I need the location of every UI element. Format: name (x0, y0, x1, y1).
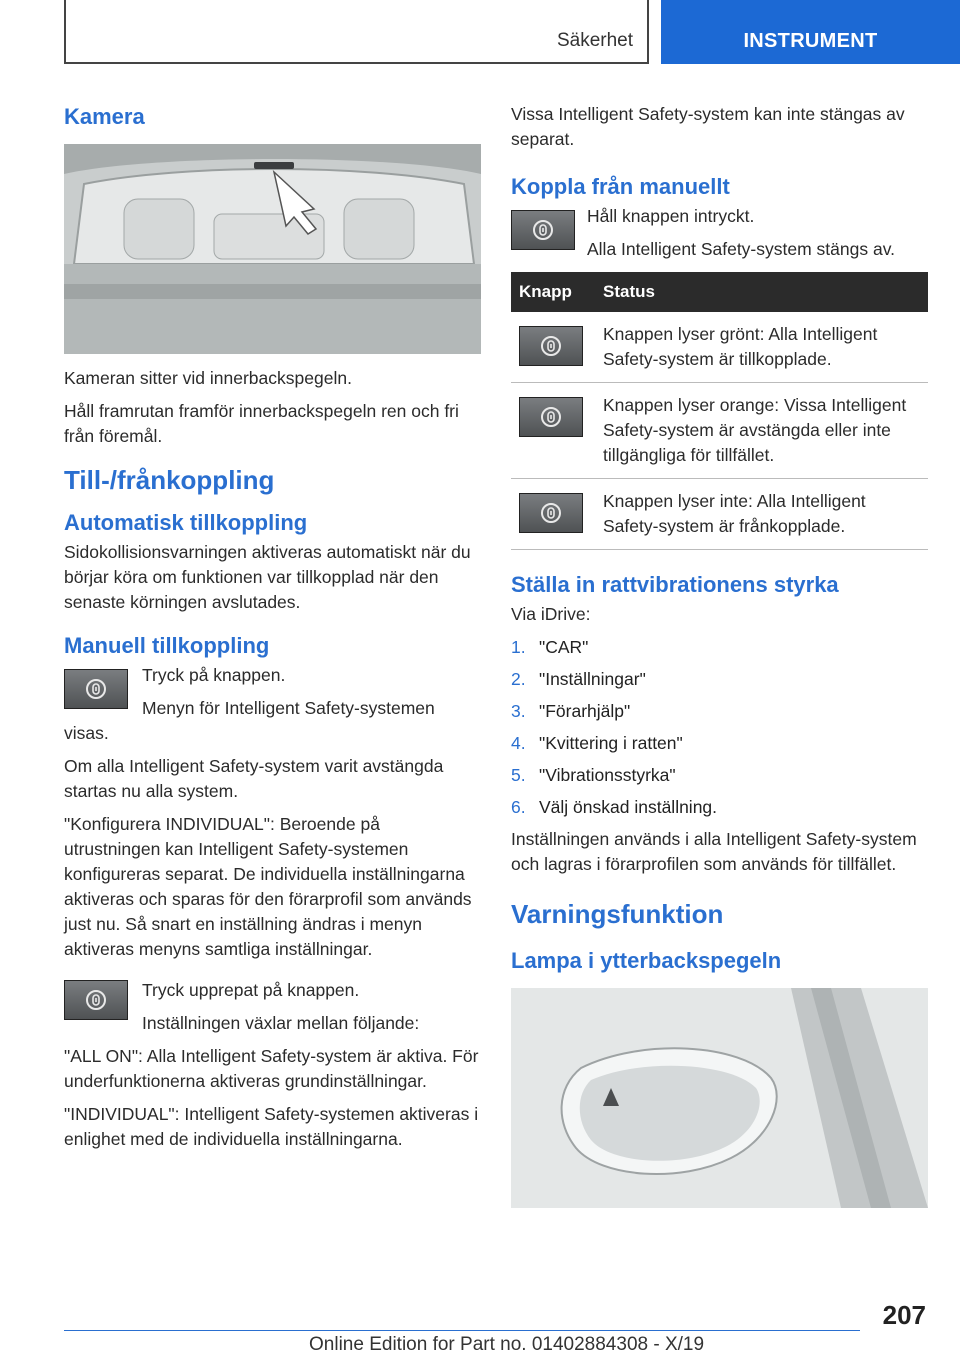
right-column (511, 100, 928, 1208)
table-cell-status: Knappen lyser grönt: Alla Intelligent Safety-system är tillkopplade. (595, 312, 928, 383)
safety-button-icon (519, 397, 583, 437)
intro-text: Vissa Intelligent Safety-system kan inte stängas av separat. (511, 104, 905, 149)
table-row (511, 383, 928, 479)
table-cell-status: Knappen lyser orange: Vissa Intelligent Safety-system är avstängda eller inte tillgängliga för tillfället. (595, 383, 928, 479)
camera-text-2: Håll framrutan framför innerbackspegeln ren och fri från föremål. (64, 401, 459, 446)
list-item: 3. "Förarhjälp" (511, 701, 631, 721)
edition-text: Online Edition for Part no. 01402884308 - X/19 (309, 1334, 705, 1355)
safety-button-icon (64, 669, 128, 709)
list-item: 1. "CAR" (511, 637, 589, 657)
off-text-1: Håll knappen intryckt. (587, 206, 755, 226)
repeat-text-4: "INDIVIDUAL": Intelligent Safety-systemen aktiveras i enlighet med de individuella inställningarna. (64, 1104, 479, 1149)
camera-text-1: Kameran sitter vid innerbackspegeln. (64, 368, 352, 388)
safety-button-icon (64, 980, 128, 1020)
manual-text-1: Tryck på knappen. (142, 665, 286, 685)
auto-text: Sidokollisionsvarningen aktiveras automatiskt när du börjar köra om funktionen var tillkopplad när den senaste körningen avslutades. (64, 542, 471, 612)
onoff-heading: Till-/frånkoppling (64, 465, 275, 495)
table-header-button: Knapp (511, 272, 595, 312)
header-section-title: Säkerhet (556, 30, 633, 51)
table-row (511, 479, 928, 550)
left-column (64, 100, 481, 1160)
list-item: 6. Välj önskad inställning. (511, 797, 718, 817)
off-text-2: Alla Intelligent Safety-system stängs av. (587, 239, 896, 259)
button-status-table (511, 272, 928, 550)
table-cell-status: Knappen lyser inte: Alla Intelligent Safety-system är frånkopplade. (595, 479, 928, 550)
footer-divider (64, 1330, 860, 1331)
list-item: 4. "Kvittering i ratten" (511, 733, 683, 753)
warning-heading: Varningsfunktion (511, 899, 724, 929)
header-section-box (64, 0, 649, 64)
manual-text-2: Menyn för Intelligent Safety-systemen visas. (64, 698, 435, 743)
header-chapter-tab[interactable]: INSTRUMENT (661, 0, 960, 64)
page-number: 207 (882, 1300, 926, 1330)
list-item: 2. "Inställningar" (511, 669, 646, 689)
repeat-text-3: "ALL ON": Alla Intelligent Safety-system är aktiva. För underfunktionerna aktiveras grundinställningar. (64, 1046, 479, 1091)
lamp-heading: Lampa i ytterbackspegeln (511, 948, 782, 973)
off-heading: Koppla från manuellt (511, 174, 730, 199)
camera-photo (64, 144, 481, 354)
mirror-photo (511, 988, 928, 1208)
off-block (511, 204, 928, 262)
vibration-intro: Via iDrive: (511, 604, 591, 624)
safety-button-icon (519, 493, 583, 533)
vibration-heading: Ställa in rattvibrationens styrka (511, 572, 839, 597)
manual-heading: Manuell tillkoppling (64, 633, 270, 658)
car-interior-illustration (64, 144, 481, 354)
safety-button-icon (519, 326, 583, 366)
manual-block (64, 663, 481, 746)
table-row (511, 312, 928, 383)
repeat-text-1: Tryck upprepat på knappen. (142, 980, 360, 1000)
manual-text-3: Om alla Intelligent Safety-system varit avstängda startas nu alla system. (64, 756, 444, 801)
table-header-status: Status (595, 272, 928, 312)
manual-text-4: "Konfigurera INDIVIDUAL": Beroende på utrustningen kan Intelligent Safety-systemen konfigureras separat. De individuella inställningarna aktiveras och sparas för den förarprofil som används just nu. Så snart en inställning ändras i menyn aktiveras menyns samtliga inställningar. (64, 814, 472, 959)
vibration-outro: Inställningen används i alla Intelligent Safety-system och lagras i förarprofilen som används för tillfället. (511, 829, 917, 874)
list-item: 5. "Vibrationsstyrka" (511, 765, 676, 785)
side-mirror-illustration (511, 988, 928, 1208)
auto-heading: Automatisk tillkoppling (64, 510, 308, 535)
safety-button-icon (511, 210, 575, 250)
steps-list (511, 635, 928, 820)
camera-heading: Kamera (64, 104, 145, 129)
repeat-text-2: Inställningen växlar mellan följande: (142, 1013, 420, 1033)
repeat-block (64, 978, 481, 1036)
